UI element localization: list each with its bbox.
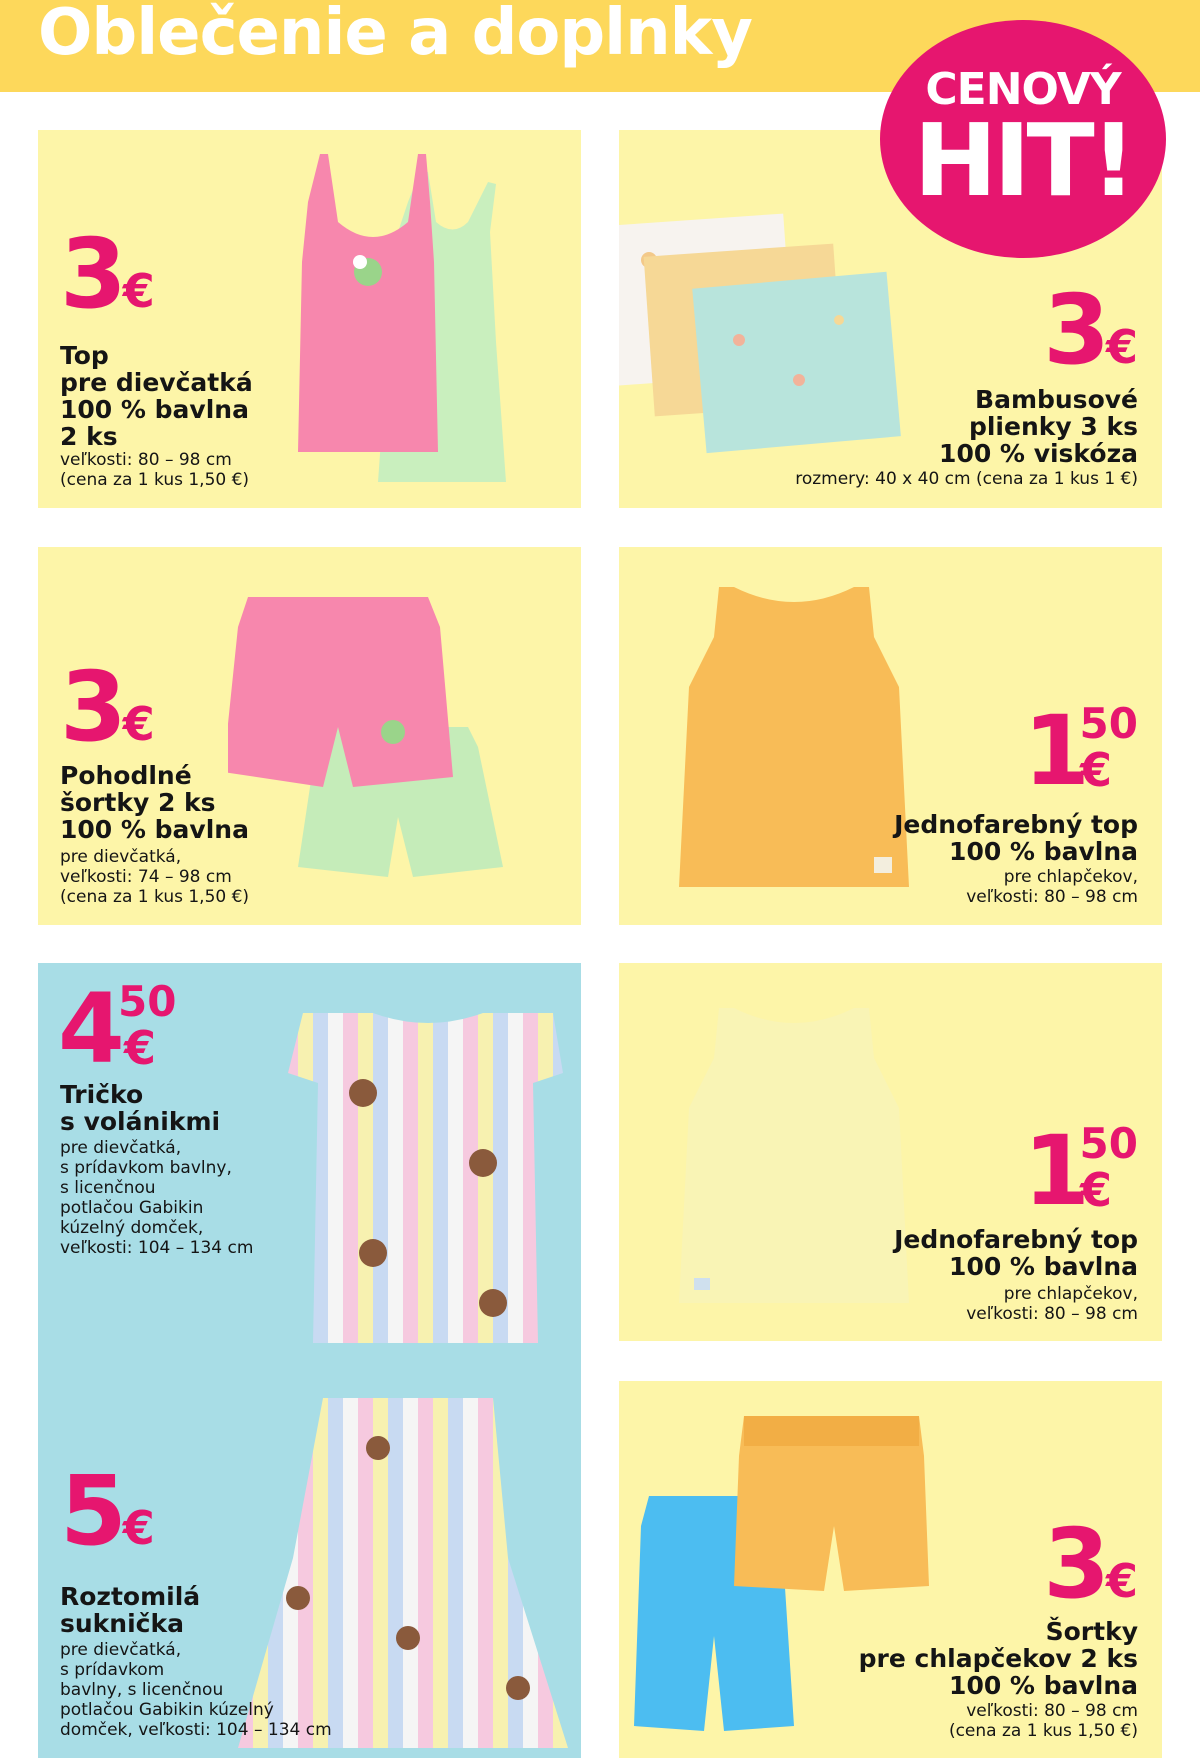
product-description: veľkosti: 80 – 98 cm (cena za 1 kus 1,50 €) — [60, 450, 250, 490]
product-title: Roztomilá suknička — [60, 1582, 201, 1638]
price-tag: 5€ — [60, 1455, 155, 1567]
product-card-girls-top[interactable] — [38, 130, 581, 508]
product-title: Jednofarebný top 100 % bavlna — [894, 1225, 1138, 1281]
product-card-ruffle-tshirt-and-skirt[interactable] — [38, 963, 581, 1758]
product-title: Tričko s volánikmi — [60, 1080, 221, 1136]
product-title: Top pre dievčatká 100 % bavlna 2 ks — [60, 341, 253, 451]
yellow-tank-top-image — [674, 998, 914, 1323]
price-tag: 1 50 € — [1023, 695, 1138, 807]
product-card-boys-top-orange[interactable] — [619, 547, 1162, 925]
price-tag: 3€ — [60, 218, 155, 330]
product-title: Šortky pre chlapčekov 2 ks 100 % bavlna — [858, 1617, 1138, 1700]
price-tag: 3€ — [60, 651, 155, 763]
product-description: pre chlapčekov, veľkosti: 80 – 98 cm — [966, 867, 1138, 907]
price-tag: 3€ — [1043, 1508, 1138, 1620]
price-tag: 1 50 € — [1023, 1115, 1138, 1227]
product-card-boys-top-yellow[interactable] — [619, 963, 1162, 1341]
ruffle-tshirt-image — [283, 1003, 573, 1348]
price-tag: 4 50 € — [58, 973, 177, 1085]
product-card-boys-shorts[interactable] — [619, 1381, 1162, 1758]
product-description: veľkosti: 80 – 98 cm (cena za 1 kus 1,50 €) — [948, 1701, 1138, 1741]
product-title: Bambusové plienky 3 ks 100 % viskóza — [939, 385, 1138, 468]
product-description: pre dievčatká, veľkosti: 74 – 98 cm (cena za 1 kus 1,50 €) — [60, 847, 250, 907]
page-title: Oblečenie a doplnky — [38, 0, 752, 70]
product-description: pre dievčatká, s prídavkom bavlny, s licenčnou potlačou Gabikin kúzelný domček, veľkosti: 104 – 134 cm — [60, 1640, 332, 1740]
badge-line-2: HIT! — [913, 102, 1133, 219]
product-description: pre dievčatká, s prídavkom bavlny, s licenčnou potlačou Gabikin kúzelný domček, veľkosti: 104 – 134 cm — [60, 1138, 254, 1258]
price-tag: 3€ — [1043, 274, 1138, 386]
bamboo-diapers-image — [619, 200, 909, 470]
girls-tank-tops-image — [258, 142, 558, 492]
product-title: Pohodlné šortky 2 ks 100 % bavlna — [60, 761, 249, 844]
girls-shorts-image — [228, 577, 568, 907]
product-card-girls-shorts[interactable] — [38, 547, 581, 925]
product-description: pre chlapčekov, veľkosti: 80 – 98 cm — [966, 1284, 1138, 1324]
orange-tank-top-image — [674, 577, 914, 907]
badge-line-1: CENOVÝ — [925, 64, 1121, 115]
price-hit-badge — [880, 20, 1166, 258]
product-title: Jednofarebný top 100 % bavlna — [894, 810, 1138, 866]
product-description: rozmery: 40 x 40 cm (cena za 1 kus 1 €) — [795, 469, 1138, 489]
